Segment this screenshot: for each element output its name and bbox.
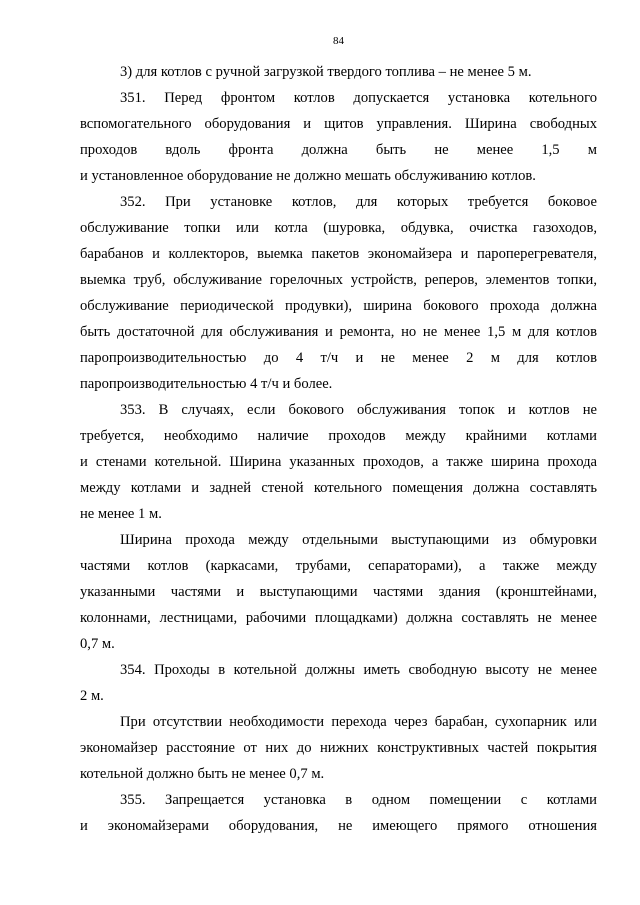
text-line: проходов вдоль фронта должна быть не менее 1,5 м	[80, 142, 597, 158]
text-line: 3) для котлов с ручной загрузкой твердого топлива – не менее 5 м.	[120, 64, 532, 80]
text-line: быть достаточной для обслуживания и ремонта, но не менее 1,5 м для котлов	[80, 324, 597, 340]
text-line: обслуживание топки или котла (шуровка, обдувка, очистка газоходов,	[80, 220, 597, 236]
text-line: требуется, необходимо наличие проходов между крайними котлами	[80, 428, 597, 444]
text-line: и установленное оборудование не должно мешать обслуживанию котлов.	[80, 168, 536, 184]
text-line: выемка труб, обслуживание горелочных устройств, реперов, элементов топки,	[80, 272, 597, 288]
text-line: обслуживание периодической продувки), ширина бокового прохода должна	[80, 298, 597, 314]
document-body	[80, 59, 597, 839]
text-line: 353. В случаях, если бокового обслуживания топок и котлов не	[120, 402, 597, 418]
text-line: и стенами котельной. Ширина указанных проходов, а также ширина прохода	[80, 454, 597, 470]
text-line: барабанов и коллекторов, выемка пакетов экономайзера и пароперегревателя,	[80, 246, 597, 262]
text-line: 352. При установке котлов, для которых требуется боковое	[120, 194, 597, 210]
paragraph	[80, 85, 597, 189]
text-line: 2 м.	[80, 688, 104, 704]
text-line: 351. Перед фронтом котлов допускается установка котельного	[120, 90, 597, 106]
text-line: между котлами и задней стеной котельного помещения должна составлять	[80, 480, 597, 496]
paragraph	[80, 787, 597, 839]
page-number: 84	[333, 35, 344, 47]
text-line: колоннами, лестницами, рабочими площадками) должна составлять не менее	[80, 610, 597, 626]
paragraph	[80, 657, 597, 709]
text-line: котельной должно быть не менее 0,7 м.	[80, 766, 325, 782]
paragraph	[80, 527, 597, 657]
text-line: и экономайзерами оборудования, не имеющего прямого отношения	[80, 818, 597, 834]
text-line: вспомогательного оборудования и щитов управления. Ширина свободных	[80, 116, 597, 132]
text-line: паропроизводительностью до 4 т/ч и не менее 2 м для котлов	[80, 350, 597, 366]
paragraph	[80, 397, 597, 527]
text-line: 355. Запрещается установка в одном помещении с котлами	[120, 792, 597, 808]
paragraph	[80, 189, 597, 397]
text-line: экономайзер расстояние от них до нижних конструктивных частей покрытия	[80, 740, 597, 756]
paragraph	[80, 59, 597, 85]
text-line: частями котлов (каркасами, трубами, сепараторами), а также между	[80, 558, 597, 574]
paragraph	[80, 709, 597, 787]
text-line: 354. Проходы в котельной должны иметь свободную высоту не менее	[120, 662, 597, 678]
text-line: не менее 1 м.	[80, 506, 162, 522]
text-line: указанными частями и выступающими частями здания (кронштейнами,	[80, 584, 597, 600]
text-line: паропроизводительностью 4 т/ч и более.	[80, 376, 333, 392]
text-line: 0,7 м.	[80, 636, 115, 652]
text-line: При отсутствии необходимости перехода через барабан, сухопарник или	[120, 714, 597, 730]
text-line: Ширина прохода между отдельными выступающими из обмуровки	[120, 532, 597, 548]
